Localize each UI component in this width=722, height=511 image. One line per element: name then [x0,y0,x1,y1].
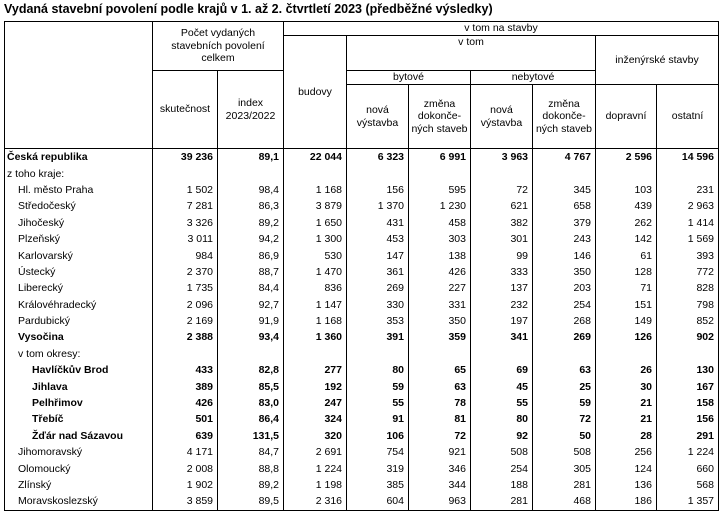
table-cell: 197 [471,313,533,329]
table-cell: 186 [596,493,657,510]
table-cell: 852 [657,313,719,329]
table-cell [471,346,533,362]
table-cell: 1 198 [284,477,347,493]
row-label: Karlovarský [5,247,153,263]
table-cell: 1 357 [657,493,719,510]
table-cell: 45 [471,378,533,394]
table-cell: 3 963 [471,149,533,166]
table-cell: 59 [347,378,409,394]
table-cell: 2 691 [284,444,347,460]
table-row [5,395,719,411]
permits-table [4,21,719,511]
table-cell: 984 [153,247,218,263]
header-buildings: budovy [284,36,347,149]
row-label: Olomoucký [5,460,153,476]
table-cell: 92 [471,428,533,444]
table-cell: 269 [533,329,596,345]
table-cell [218,346,284,362]
table-cell: 55 [347,395,409,411]
table-row [5,313,719,329]
table-cell: 320 [284,428,347,444]
row-label: z toho kraje: [5,165,153,181]
table-cell: 341 [471,329,533,345]
table-cell: 86,3 [218,198,284,214]
table-row [5,297,719,313]
table-cell: 262 [596,215,657,231]
table-cell: 85,5 [218,378,284,394]
table-cell: 291 [657,428,719,444]
table-cell: 344 [409,477,471,493]
table-cell [533,165,596,181]
header-nonresidential-change: změna dokonče-ných staveb [533,85,596,149]
table-row [5,346,719,362]
table-cell: 63 [533,362,596,378]
table-cell [284,165,347,181]
table-cell: 3 011 [153,231,218,247]
table-cell: 91,9 [218,313,284,329]
table-cell: 350 [533,264,596,280]
table-cell: 84,4 [218,280,284,296]
table-cell: 106 [347,428,409,444]
table-cell: 22 044 [284,149,347,166]
table-cell: 269 [347,280,409,296]
row-label: Moravskoslezský [5,493,153,510]
row-label: Středočeský [5,198,153,214]
table-cell [657,346,719,362]
table-cell: 1 735 [153,280,218,296]
header-index: index 2023/2022 [218,71,284,149]
table-cell: 1 360 [284,329,347,345]
row-label: Liberecký [5,280,153,296]
table-cell: 2 370 [153,264,218,280]
row-label: Hl. město Praha [5,182,153,198]
table-cell: 63 [409,378,471,394]
row-label: Třebíč [5,411,153,427]
header-nonresidential-new: nová výstavba [471,85,533,149]
table-cell: 72 [533,411,596,427]
table-cell: 188 [471,477,533,493]
table-cell: 4 767 [533,149,596,166]
table-cell [347,346,409,362]
row-label: Plzeňský [5,231,153,247]
table-cell: 604 [347,493,409,510]
table-cell: 26 [596,362,657,378]
table-cell: 346 [409,460,471,476]
table-cell: 50 [533,428,596,444]
table-cell: 99 [471,247,533,263]
row-label: Jihlava [5,378,153,394]
table-cell [153,346,218,362]
row-label: Jihomoravský [5,444,153,460]
table-cell: 359 [409,329,471,345]
table-cell [284,346,347,362]
header-actual: skutečnost [153,71,218,149]
table-cell: 2 169 [153,313,218,329]
table-cell: 458 [409,215,471,231]
table-cell: 281 [533,477,596,493]
table-cell: 78 [409,395,471,411]
table-cell: 69 [471,362,533,378]
table-cell: 1 224 [657,444,719,460]
table-cell: 1 168 [284,313,347,329]
table-row [5,362,719,378]
table-cell: 72 [409,428,471,444]
table-cell [218,165,284,181]
table-cell: 136 [596,477,657,493]
table-cell: 89,2 [218,477,284,493]
table-cell: 508 [471,444,533,460]
header-region-cell [5,22,153,149]
table-cell: 508 [533,444,596,460]
table-row [5,198,719,214]
header-other: ostatní [657,85,719,149]
table-cell: 126 [596,329,657,345]
row-label: Česká republika [5,149,153,166]
table-cell: 798 [657,297,719,313]
table-cell: 382 [471,215,533,231]
table-cell: 772 [657,264,719,280]
table-cell: 21 [596,395,657,411]
table-cell: 330 [347,297,409,313]
table-cell: 86,4 [218,411,284,427]
row-label: Ústecký [5,264,153,280]
table-cell: 231 [657,182,719,198]
page-title: Vydaná stavební povolení podle krajů v 1. až 2. čtvrtletí 2023 (předběžné výsledky) [4,2,493,16]
table-cell: 426 [153,395,218,411]
table-cell [409,165,471,181]
table-cell: 83,0 [218,395,284,411]
table-cell: 828 [657,280,719,296]
table-cell: 3 326 [153,215,218,231]
table-cell: 324 [284,411,347,427]
table-cell [596,165,657,181]
table-row [5,264,719,280]
header-residential-change: změna dokonče-ných staveb [409,85,471,149]
table-cell: 89,5 [218,493,284,510]
header-of-which: v tom [347,36,596,71]
table-cell: 468 [533,493,596,510]
table-cell: 660 [657,460,719,476]
table-cell: 754 [347,444,409,460]
table-cell: 350 [409,313,471,329]
table-row [5,411,719,427]
table-cell: 303 [409,231,471,247]
table-cell [409,346,471,362]
table-cell: 4 171 [153,444,218,460]
table-row [5,444,719,460]
table-cell: 256 [596,444,657,460]
table-cell: 1 470 [284,264,347,280]
row-label: Královéhradecký [5,297,153,313]
table-cell: 93,4 [218,329,284,345]
table-cell: 921 [409,444,471,460]
table-cell: 353 [347,313,409,329]
table-cell: 3 859 [153,493,218,510]
table-cell: 595 [409,182,471,198]
table-cell: 439 [596,198,657,214]
table-row [5,165,719,181]
table-row [5,378,719,394]
table-cell: 21 [596,411,657,427]
table-cell: 393 [657,247,719,263]
table-cell: 98,4 [218,182,284,198]
header-non-residential: nebytové [471,71,596,85]
table-row [5,460,719,476]
table-cell [657,165,719,181]
table-cell: 137 [471,280,533,296]
table-row [5,329,719,345]
row-label: Jihočeský [5,215,153,231]
table-cell: 2 316 [284,493,347,510]
table-cell: 2 096 [153,297,218,313]
table-cell: 84,7 [218,444,284,460]
table-cell: 88,7 [218,264,284,280]
table-cell: 501 [153,411,218,427]
table-cell: 232 [471,297,533,313]
table-row [5,247,719,263]
row-label: Pardubický [5,313,153,329]
table-row [5,280,719,296]
row-label: Pelhřimov [5,395,153,411]
table-cell: 530 [284,247,347,263]
table-cell: 2 596 [596,149,657,166]
table-cell [347,165,409,181]
table-cell: 103 [596,182,657,198]
table-row [5,231,719,247]
table-cell: 431 [347,215,409,231]
table-cell: 379 [533,215,596,231]
table-cell: 333 [471,264,533,280]
table-cell: 25 [533,378,596,394]
table-header [5,22,719,149]
table-cell: 55 [471,395,533,411]
table-cell: 86,9 [218,247,284,263]
table-row [5,149,719,166]
table-cell: 142 [596,231,657,247]
table-row [5,428,719,444]
table-cell [533,346,596,362]
table-cell: 131,5 [218,428,284,444]
table-cell: 146 [533,247,596,263]
table-cell: 268 [533,313,596,329]
table-cell: 433 [153,362,218,378]
table-cell: 167 [657,378,719,394]
table-cell: 156 [347,182,409,198]
table-cell [596,346,657,362]
table-cell: 639 [153,428,218,444]
table-cell: 1 370 [347,198,409,214]
header-residential: bytové [347,71,471,85]
table-cell: 1 502 [153,182,218,198]
table-cell: 71 [596,280,657,296]
table-cell: 453 [347,231,409,247]
table-cell: 7 281 [153,198,218,214]
table-cell: 621 [471,198,533,214]
table-cell: 305 [533,460,596,476]
row-label: Žďár nad Sázavou [5,428,153,444]
table-cell: 243 [533,231,596,247]
table-cell: 301 [471,231,533,247]
table-cell: 1 650 [284,215,347,231]
header-permits-total: Počet vydaných stavebních povolení celkem [153,22,284,71]
table-cell: 385 [347,477,409,493]
header-of-total: v tom na stavby [284,22,719,36]
table-cell: 281 [471,493,533,510]
table-cell: 1 569 [657,231,719,247]
table-cell: 1 230 [409,198,471,214]
table-cell: 1 902 [153,477,218,493]
table-cell: 254 [471,460,533,476]
table-cell: 158 [657,395,719,411]
table-cell: 61 [596,247,657,263]
table-cell: 2 963 [657,198,719,214]
table-cell: 59 [533,395,596,411]
table-cell: 1 300 [284,231,347,247]
table-cell: 568 [657,477,719,493]
table-cell: 65 [409,362,471,378]
table-row [5,477,719,493]
table-cell: 1 168 [284,182,347,198]
table-cell: 902 [657,329,719,345]
table-cell: 1 414 [657,215,719,231]
table-cell: 94,2 [218,231,284,247]
table-row [5,182,719,198]
table-cell: 1 147 [284,297,347,313]
table-cell: 130 [657,362,719,378]
header-engineering: inženýrské stavby [596,36,719,85]
table-cell: 28 [596,428,657,444]
row-label: Zlínský [5,477,153,493]
table-cell: 2 008 [153,460,218,476]
table-cell: 156 [657,411,719,427]
table-cell: 192 [284,378,347,394]
table-row [5,215,719,231]
table-cell [471,165,533,181]
table-cell: 151 [596,297,657,313]
table-cell: 391 [347,329,409,345]
table-cell: 3 879 [284,198,347,214]
table-cell: 138 [409,247,471,263]
table-cell: 277 [284,362,347,378]
table-cell: 345 [533,182,596,198]
table-cell: 389 [153,378,218,394]
header-transport: dopravní [596,85,657,149]
table-cell: 39 236 [153,149,218,166]
row-label: Vysočina [5,329,153,345]
table-cell: 247 [284,395,347,411]
table-cell: 30 [596,378,657,394]
table-row [5,493,719,510]
table-cell: 227 [409,280,471,296]
table-cell: 149 [596,313,657,329]
table-body [5,149,719,511]
table-cell: 128 [596,264,657,280]
table-cell: 963 [409,493,471,510]
table-cell: 124 [596,460,657,476]
table-cell: 319 [347,460,409,476]
table-cell: 203 [533,280,596,296]
table-cell: 82,8 [218,362,284,378]
row-label: v tom okresy: [5,346,153,362]
table-cell: 80 [347,362,409,378]
table-cell: 6 991 [409,149,471,166]
table-cell: 1 224 [284,460,347,476]
table-cell: 147 [347,247,409,263]
table-cell: 92,7 [218,297,284,313]
table-cell: 88,8 [218,460,284,476]
table-cell [153,165,218,181]
table-cell: 658 [533,198,596,214]
table-cell: 426 [409,264,471,280]
table-cell: 91 [347,411,409,427]
table-cell: 2 388 [153,329,218,345]
table-cell: 254 [533,297,596,313]
table-cell: 80 [471,411,533,427]
table-cell: 89,2 [218,215,284,231]
table-cell: 836 [284,280,347,296]
table-cell: 89,1 [218,149,284,166]
table-cell: 81 [409,411,471,427]
table-cell: 361 [347,264,409,280]
table-cell: 6 323 [347,149,409,166]
header-residential-new: nová výstavba [347,85,409,149]
row-label: Havlíčkův Brod [5,362,153,378]
table-cell: 331 [409,297,471,313]
table-cell: 14 596 [657,149,719,166]
table-cell: 72 [471,182,533,198]
